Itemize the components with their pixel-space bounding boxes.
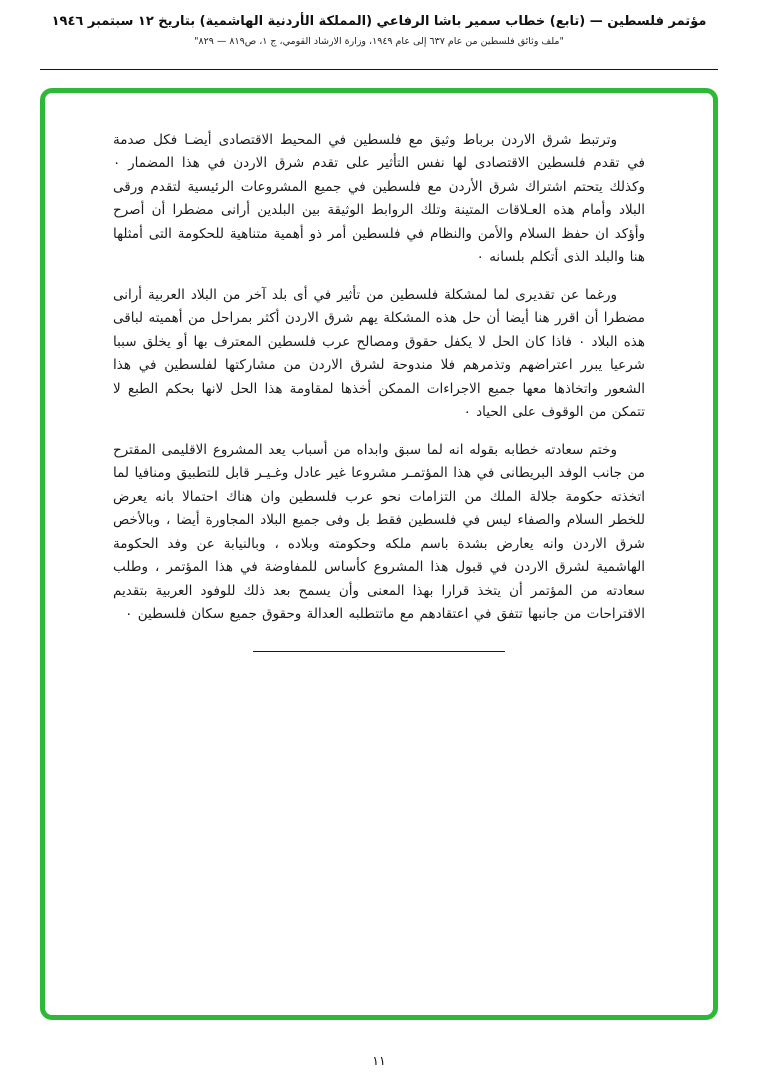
document-header: [0, 14, 758, 47]
document-source: "ملف وثائق فلسطين من عام ٦٣٧ إلى عام ١٩٤٩، وزارة الارشاد القومي، ج ١، ص٨١٩ — ٨٢٩": [194, 36, 564, 47]
document-title: مؤتمر فلسطين — (تابع) خطاب سمير باشا الرفاعي (المملكة الأردنية الهاشمية) بتاريخ ١٢ سبتمبر ١٩٤٦: [51, 14, 707, 29]
header-rule: [40, 69, 718, 70]
paragraph: ورغما عن تقديرى لما لمشكلة فلسطين من تأثير في أى بلد آخر من البلاد العربية أرانى مضطرا أن اقرر هنا أيضا أن حل هذه المشكلة يهم شرق الاردن أكثر بمراحل من أهميته لباقى هذه البلاد ٠ فاذا كان الحل لا يكفل حقوق ومصالح عرب فلسطين المعترف بها أو يخلق سببا شرعيا يبرر اعتراضهم وتذمرهم فلا مندوحة لشرق الاردن من مشاركتها لفلسطين في هذا الشعور واتخاذها معها جميع الاجراءات الممكن أخذها لمقاومة هذا الحل لانها بحكم الطبع لا تتمكن من الوقوف على الحياد ٠: [113, 286, 645, 421]
content-frame: [40, 88, 718, 1020]
paragraph: وختم سعادته خطابه بقوله انه لما سبق وابداه من أسباب يعد المشروع الاقليمى المقترح من جانب الوفد البريطانى في هذا المؤتمـر مشروعا غير عادل وغـيـر قابل للتطبيق ومنافيا لما اتخذته حكومة جلالة الملك من التزامات نحو عرب فلسطين وان هناك احتمالا بانه يعرض للخطر السلام والصفاء ليس في فلسطين فقط بل وفى جميع البلاد المجاورة أيضا ، وبالأخص شرق الاردن وانه يعارض بشدة باسم ملكه وحكومته وبلاده ، وبالنيابة عن وفد الحكومة الهاشمية لشرق الاردن في قبول هذا المشروع كأساس للمفاوضة في هذا المؤتمر ، وطلب سعادته من المؤتمر أن يتخذ قرارا بهذا المعنى وأن يسمح بعد ذلك للوفود العربية بتقديم الاقتراحات من جانبها تتفق في اعتقادهم مع ماتتطلبه العدالة وحقوق جميع سكان فلسطين ٠: [113, 441, 645, 623]
paragraph: وترتبط شرق الاردن برباط وثيق مع فلسطين في المحيط الاقتصادى أيضـا فكل صدمة في تقدم فلسطين الاقتصادى لها نفس التأثير على تقدم شرق الاردن في هذا المضمار ٠ وكذلك يتحتم اشتراك شرق الأردن مع فلسطين في جميع المشروعات الرئيسية لتقدم ورقى البلاد وأمام هذه العـلاقات المتينة وتلك الروابط الوثيقة بين البلدين أرانى مضطرا أن أصرح وأؤكد ان حفظ السلام والأمن والنظام في فلسطين أمر ذو أهمية متناهية للحكومة التى أمثلها هنا والبلد الذى أتكلم بلسانه ٠: [113, 132, 645, 266]
section-divider: [253, 651, 505, 652]
page-number: ١١: [372, 1053, 386, 1068]
